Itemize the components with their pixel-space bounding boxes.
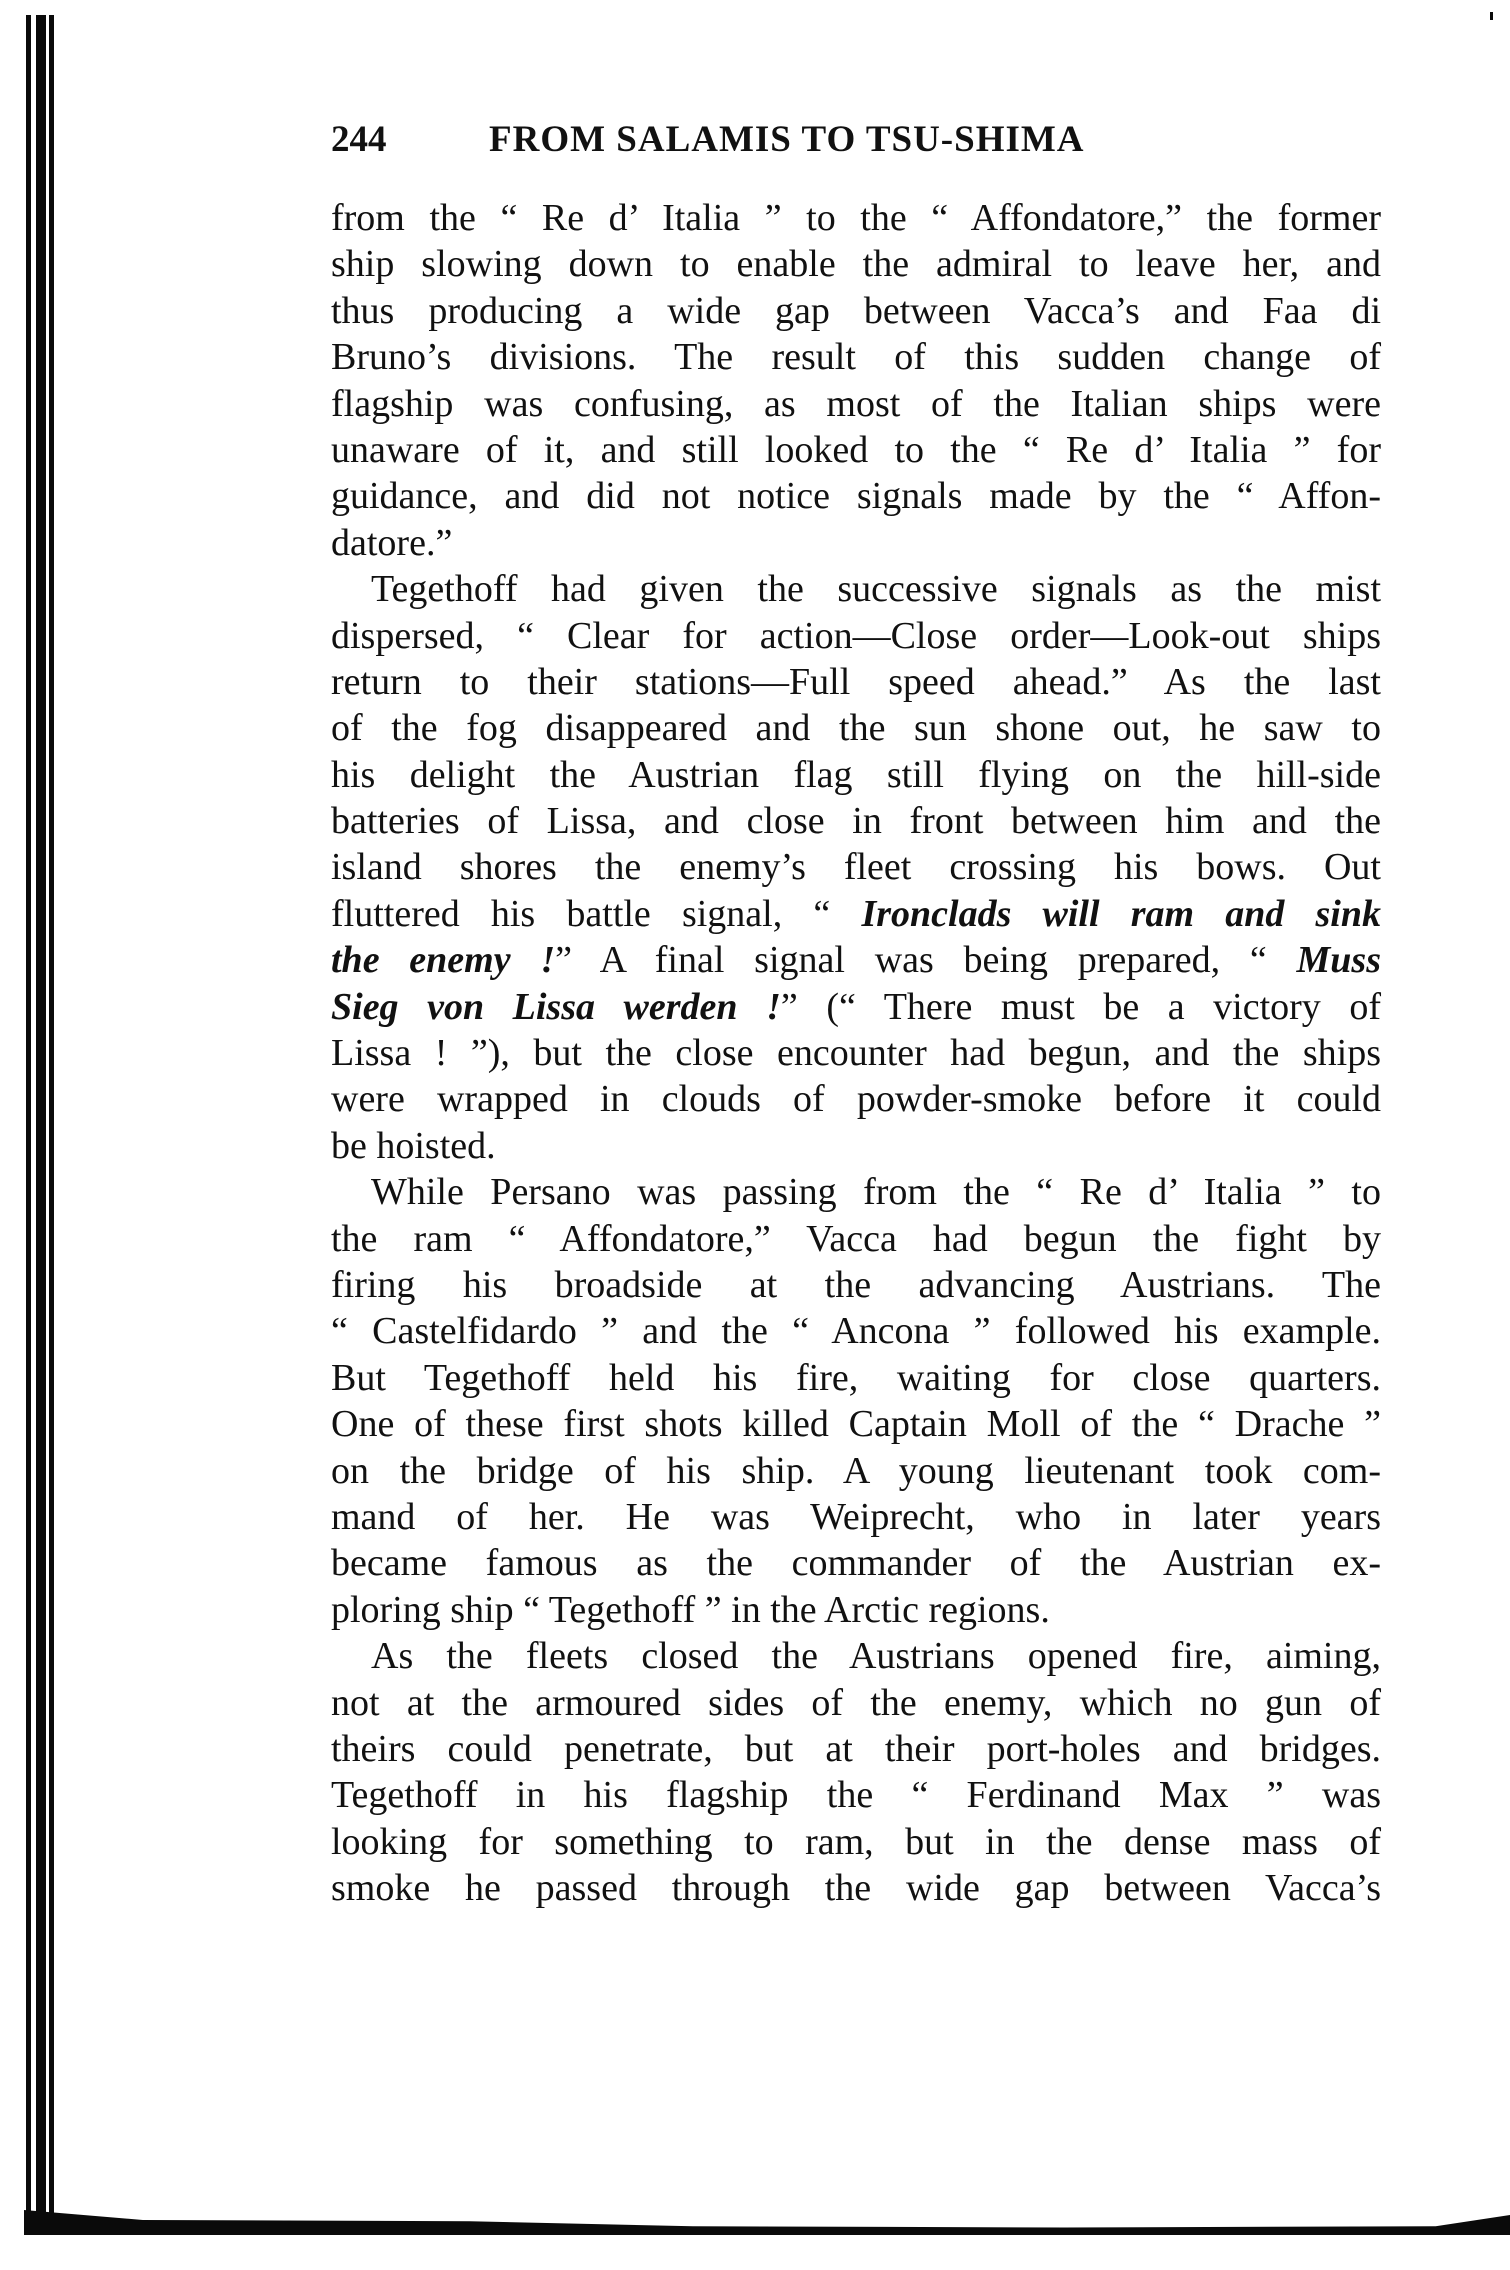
text-line: not at the armoured sides of the enemy, which no gun of [331, 1681, 1381, 1724]
text-line [331, 937, 1381, 983]
text-line [331, 984, 1381, 1030]
text-line: be hoisted. [331, 1124, 496, 1167]
text-line: One of these first shots killed Captain Moll of the “ Drache ” [331, 1403, 1381, 1446]
italic-quote: the enemy ! [331, 939, 556, 982]
body-text [331, 195, 1381, 1911]
text-line: datore.” [331, 521, 453, 564]
text-line: theirs could penetrate, but at their port-holes and bridges. [331, 1727, 1381, 1770]
italic-quote: Muss [1296, 939, 1381, 982]
text-line: became famous as the commander of the Austrian ex- [331, 1542, 1381, 1585]
paragraph [331, 1633, 1381, 1911]
binding-edge-line [49, 15, 54, 2225]
paragraph [331, 195, 1381, 566]
text-line: were wrapped in clouds of powder-smoke before it could [331, 1078, 1381, 1121]
text-line: guidance, and did not notice signals made by the “ Affon- [331, 475, 1381, 518]
text-line: on the bridge of his ship. A young lieutenant took com- [331, 1449, 1381, 1492]
text-line: return to their stations—Full speed ahead.” As the last [331, 660, 1381, 703]
text-line: the ram “ Affondatore,” Vacca had begun the fight by [331, 1217, 1381, 1260]
binding-edge-line [26, 15, 31, 2230]
italic-quote: Sieg von Lissa werden ! [331, 985, 781, 1028]
text-line: ship slowing down to enable the admiral to leave her, and [331, 243, 1381, 286]
scan-speck [1490, 12, 1493, 20]
text-line: from the “ Re d’ Italia ” to the “ Affondatore,” the former [331, 197, 1381, 239]
text-line: Tegethoff in his flagship the “ Ferdinand Max ” was [331, 1774, 1381, 1817]
paragraph [331, 1169, 1381, 1633]
italic-quote: Ironclads will ram and sink [861, 892, 1381, 935]
text-line: But Tegethoff held his fire, waiting for close quarters. [331, 1356, 1381, 1399]
page-number: 244 [331, 119, 387, 160]
text-line: his delight the Austrian flag still flying on the hill-side [331, 753, 1381, 796]
text-line: dispersed, “ Clear for action—Close order—Look-out ships [331, 614, 1381, 657]
text-line: thus producing a wide gap between Vacca’s and Faa di [331, 289, 1381, 332]
text-line: firing his broadside at the advancing Austrians. The [331, 1263, 1381, 1306]
text-line [331, 891, 1381, 937]
scan-bottom-edge [24, 2210, 1510, 2235]
text-line: Tegethoff had given the successive signals as the mist [371, 568, 1381, 611]
text-line: Lissa ! ”), but the close encounter had begun, and the ships [331, 1032, 1381, 1075]
text-line: unaware of it, and still looked to the “ Re d’ Italia ” for [331, 428, 1381, 471]
text-line: mand of her. He was Weiprecht, who in later years [331, 1495, 1381, 1538]
text-line: As the fleets closed the Austrians opened fire, aiming, [371, 1635, 1381, 1678]
text-line: of the fog disappeared and the sun shone out, he saw to [331, 707, 1381, 750]
text-line: ploring ship “ Tegethoff ” in the Arctic regions. [331, 1588, 1050, 1631]
text-line: Bruno’s divisions. The result of this sudden change of [331, 336, 1381, 379]
running-header [331, 118, 1381, 168]
running-title: FROM SALAMIS TO TSU-SHIMA [489, 119, 1085, 160]
text-line: flagship was confusing, as most of the Italian ships were [331, 382, 1381, 425]
text-line: smoke he passed through the wide gap between Vacca’s [331, 1867, 1381, 1910]
text-line: island shores the enemy’s fleet crossing his bows. Out [331, 846, 1381, 889]
text-line: While Persano was passing from the “ Re d’ Italia ” to [371, 1171, 1381, 1214]
paragraph [331, 566, 1381, 1169]
text-segment: ” (“ There must be a victory of [780, 985, 1381, 1028]
text-line: batteries of Lissa, and close in front between him and the [331, 800, 1381, 843]
text-segment: ” A final signal was being prepared, “ [555, 939, 1297, 982]
text-line: “ Castelfidardo ” and the “ Ancona ” followed his example. [331, 1310, 1381, 1353]
text-segment: fluttered his battle signal, “ [331, 892, 862, 935]
binding-edge-line [36, 15, 46, 2230]
text-line: looking for something to ram, but in the dense mass of [331, 1820, 1381, 1863]
